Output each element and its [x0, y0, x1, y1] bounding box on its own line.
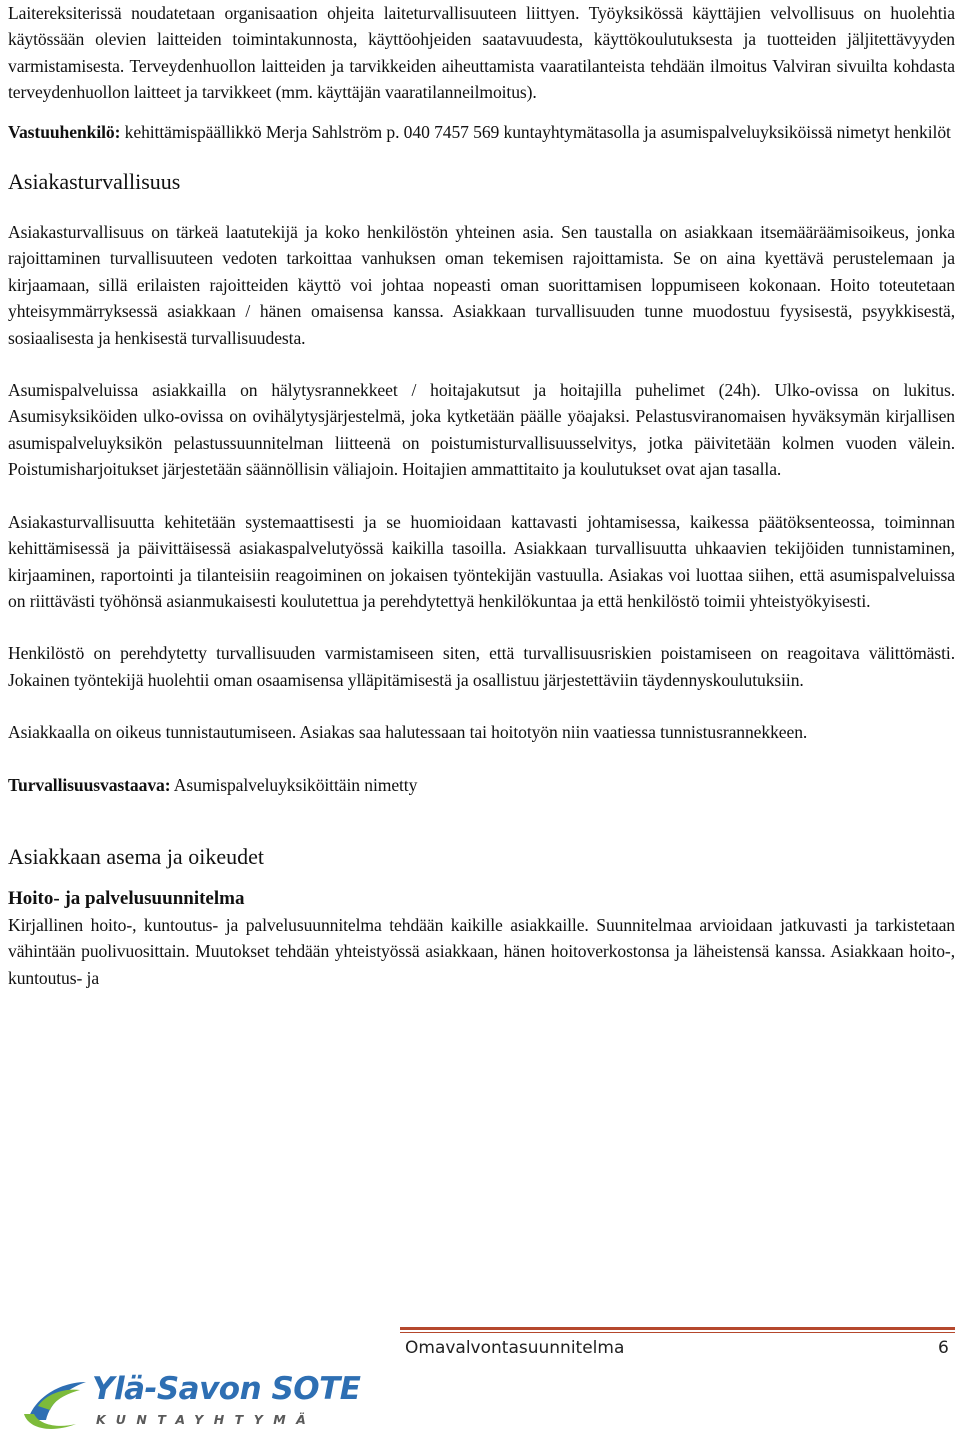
footer-rule-thin — [400, 1332, 955, 1333]
document-page — [8, 0, 955, 991]
paragraph-laiteturvallisuus: Laitereksiterissä noudatetaan organisaation ohjeita laiteturvallisuuteen liittyen. Työyksikössä käyttäjien velvollisuus on huolehtia käytössään olevien laitteiden toimintakunnosta, käyttöohjeiden saatavuudesta, käyttökoulutuksesta ja tuotteiden jäljitettävyyden varmistamisesta. Terveydenhuollon laitteiden ja tarvikkeiden aiheuttamista vaaratilanteista tehdään ilmoitus Valviran sivuilta kohdasta terveydenhuollon laitteet ja tarvikkeet (mm. käyttäjän vaaratilanneilmoitus). — [8, 3, 955, 103]
footer-document-title: Omavalvontasuunnitelma — [405, 1338, 625, 1358]
paragraph-hoitosuunnitelma: Kirjallinen hoito-, kuntoutus- ja palvelusuunnitelma tehdään kaikille asiakkaille. Suunnitelmaa arvioidaan jatkuvasti ja tarkistetaan vähintään puolivuosittain. Muutokset tehdään yhteistyössä asiakkaan, hänen hoitoverkostonsa ja läheistensä kanssa. Asiakkaan hoito-, kuntoutus- ja — [8, 914, 955, 988]
footer-page-number: 6 — [938, 1338, 949, 1358]
paragraph-henkilosto: Henkilöstö on perehdytetty turvallisuuden varmistamiseen siten, että turvallisuusriskien poistamiseen on reagoitava välittömästi. Jokainen työntekijä huolehtii oman osaamisensa ylläpitämisestä ja osallistuu järjestettäviin täydennyskoulutuksiin. — [8, 643, 955, 690]
safety-text: Asumispalveluyksiköittäin nimetty — [170, 774, 418, 795]
heading-asiakkaan-asema: Asiakkaan asema ja oikeudet — [8, 843, 264, 869]
logo-subtitle: KUNTAYHTYMÄ — [96, 1412, 317, 1427]
logo-name: Ylä-Savon SOTE — [92, 1371, 361, 1407]
paragraph-asiakasturvallisuus: Asiakasturvallisuus on tärkeä laatutekijä ja koko henkilöstön yhteinen asia. Sen taustalla on asiakkaan itsemääräämisoikeus, jonka rajoittaminen turvallisuuteen vedoten tarkoittaa vanhuksen oman tekemisen rajoittamista. Se on aina kyettävä perustelemaan ja kirjaamaan, sillä erilaisten rajoitteiden käyttö voi johtaa nopeasti oman suorittamisen loppumiseen kokonaan. Hoito toteutetaan yhteisymmärryksessä asiakkaan / hänen omaisensa kanssa. Asiakkaan turvallisuuden tunne muodostuu fyysisestä, psyykkisestä, sosiaalisesta ja henkisestä turvallisuudesta. — [8, 222, 955, 348]
heading-asiakasturvallisuus: Asiakasturvallisuus — [8, 169, 181, 195]
safety-label: Turvallisuusvastaava: — [8, 774, 171, 795]
paragraph-tunnistautuminen: Asiakkaalla on oikeus tunnistautumiseen. Asiakas saa halutessaan tai hoitotyön niin vaatiessa tunnistusrannekkeen. — [8, 722, 808, 743]
footer-rule — [400, 1327, 955, 1330]
responsible-text: kehittämispäällikkö Merja Sahlström p. 040 7457 569 kuntayhtymätasolla ja asumispalveluyksiköissä nimetyt henkilöt — [120, 121, 951, 142]
responsible-label: Vastuuhenkilö: — [8, 121, 121, 142]
paragraph-vastuuhenkilo — [8, 119, 955, 145]
heading-hoitosuunnitelma: Hoito- ja palvelusuunnitelma — [8, 887, 245, 909]
paragraph-asumispalvelut: Asumispalveluissa asiakkailla on hälytysrannekkeet / hoitajakutsut ja hoitajilla puhelimet (24h). Ulko-ovissa on lukitus. Asumisyksiköiden ulko-ovissa on ovihälytysjärjestelmä, joka kytketään päälle yöajaksi. Pelastusviranomaisen hyväksymän kirjallisen asumispalveluyksikön pelastussuunnitelman liitteenä on poistumisturvallisuusselvitys, jotka päivitetään kolmen vuoden välein. Poistumisharjoitukset järjestetään säännöllisin väliajoin. Hoitajien ammattitaito ja koulutukset ovat ajan tasalla. — [8, 380, 955, 480]
paragraph-kehittaminen: Asiakasturvallisuutta kehitetään systemaattisesti ja se huomioidaan kattavasti johtamisessa, kaikessa päätöksenteossa, toiminnan kehittämisessä ja päivittäisessä asiakaspalvelutyössä kaikilla tasoilla. Asiakkaan turvallisuutta uhkaavien tekijöiden tunnistaminen, kirjaaminen, raportointi ja tilanteisiin reagoiminen on jokaisen työntekijän vastuulla. Asiakas voi luottaa siihen, että asumispalveluissa on riittävästi työhönsä asianmukaisesti koulutettua ja perehdytettyä henkilökuntaa ja että henkilöstö toimii yhteistyökyisesti. — [8, 511, 955, 611]
paragraph-turvallisuusvastaava — [8, 772, 955, 798]
